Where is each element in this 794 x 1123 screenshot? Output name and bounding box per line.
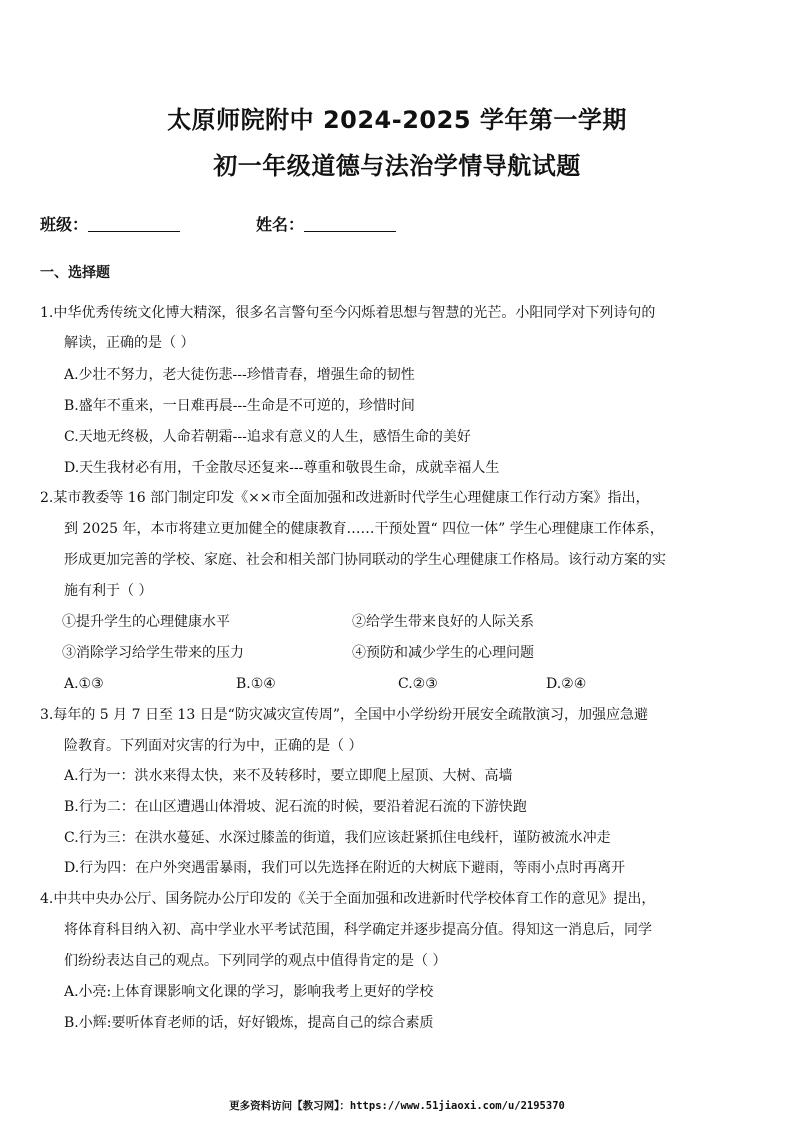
- question-stem-line: 解读，正确的是（ ）: [64, 335, 195, 351]
- class-label: 班级：: [40, 215, 89, 234]
- question-stem-line: 到 2025 年，本市将建立更加健全的健康教育……干预处置“ 四位一体” 学生心理健康工作体系，: [64, 521, 664, 537]
- choice-c: C.天地无终极，人命若朝霜---追求有意义的人生，感悟生命的美好: [64, 429, 471, 445]
- choice-b: B.盛年不重来，一日难再晨---生命是不可逆的，珍惜时间: [64, 398, 415, 414]
- choice-b: B.小辉:要听体育老师的话，好好锻炼，提高自己的综合素质: [64, 1015, 434, 1031]
- page-title-line1: 太原师院附中 2024-2025 学年第一学期: [167, 106, 627, 134]
- class-blank: [88, 217, 180, 232]
- choice-d: D.②④: [546, 676, 587, 692]
- question-stem-line: 将体育科目纳入初、高中学业水平考试范围，科学确定并逐步提高分值。得知这一消息后，同学: [64, 922, 652, 938]
- statement-2: ②给学生带来良好的人际关系: [352, 614, 534, 630]
- choice-b: B.①④: [236, 676, 276, 692]
- footer-link[interactable]: 更多资料访问【教习网】：https://www.51jiaoxi.com/u/2195370: [229, 1100, 565, 1112]
- question-stem-line: 2.某市教委等 16 部门制定印发《××市全面加强和改进新时代学生心理健康工作行动方案》指出，: [40, 490, 650, 506]
- choice-b: B.行为二：在山区遭遇山体滑坡、泥石流的时候，要沿着泥石流的下游快跑: [64, 799, 527, 815]
- choice-d: D.天生我材必有用，千金散尽还复来---尊重和敬畏生命，成就幸福人生: [64, 460, 500, 476]
- name-blank: [304, 217, 396, 232]
- choice-d: D.行为四：在户外突遇雷暴雨，我们可以先选择在附近的大树底下避雨，等雨小点时再离开: [64, 860, 626, 876]
- statement-4: ④预防和减少学生的心理问题: [352, 645, 534, 661]
- class-field: [40, 212, 180, 235]
- choice-c: C.行为三：在洪水蔓延、水深过膝盖的街道，我们应该赶紧抓住电线杆，谨防被流水冲走: [64, 830, 611, 846]
- section-title: 一、选择题: [40, 265, 110, 281]
- name-field: [256, 212, 396, 235]
- question-stem-line: 施有利于（ ）: [64, 583, 153, 599]
- name-label: 姓名：: [256, 215, 305, 234]
- question-stem-line: 险教育。下列面对灾害的行为中，正确的是（ ）: [64, 738, 363, 754]
- statement-1: ①提升学生的心理健康水平: [62, 614, 230, 630]
- question-stem-line: 1.中华优秀传统文化博大精深，很多名言警句至今闪烁着思想与智慧的光芒。小阳同学对下列诗句的: [40, 305, 656, 321]
- question-stem-line: 形成更加完善的学校、家庭、社会和相关部门协同联动的学生心理健康工作格局。该行动方案的实: [64, 552, 666, 568]
- page-title-line2: 初一年级道德与法治学情导航试题: [213, 152, 581, 180]
- choice-a: A.小亮:上体育课影响文化课的学习，影响我考上更好的学校: [64, 984, 434, 1000]
- choice-a: A.行为一：洪水来得太快，来不及转移时，要立即爬上屋顶、大树、高墙: [64, 768, 513, 784]
- question-stem-line: 们纷纷表达自己的观点。下列同学的观点中值得肯定的是（ ）: [64, 953, 447, 969]
- statement-3: ③消除学习给学生带来的压力: [62, 645, 244, 661]
- choice-a: A.①③: [64, 676, 104, 692]
- question-stem-line: 3.每年的 5 月 7 日至 13 日是“防灾减灾宣传周”，全国中小学纷纷开展安全疏散演习，加强应急避: [40, 707, 648, 723]
- choice-c: C.②③: [398, 676, 438, 692]
- question-stem-line: 4.中共中央办公厅、国务院办公厅印发的《关于全面加强和改进新时代学校体育工作的意见》提出，: [40, 891, 656, 907]
- choice-a: A.少壮不努力，老大徒伤悲---珍惜青春，增强生命的韧性: [64, 367, 415, 383]
